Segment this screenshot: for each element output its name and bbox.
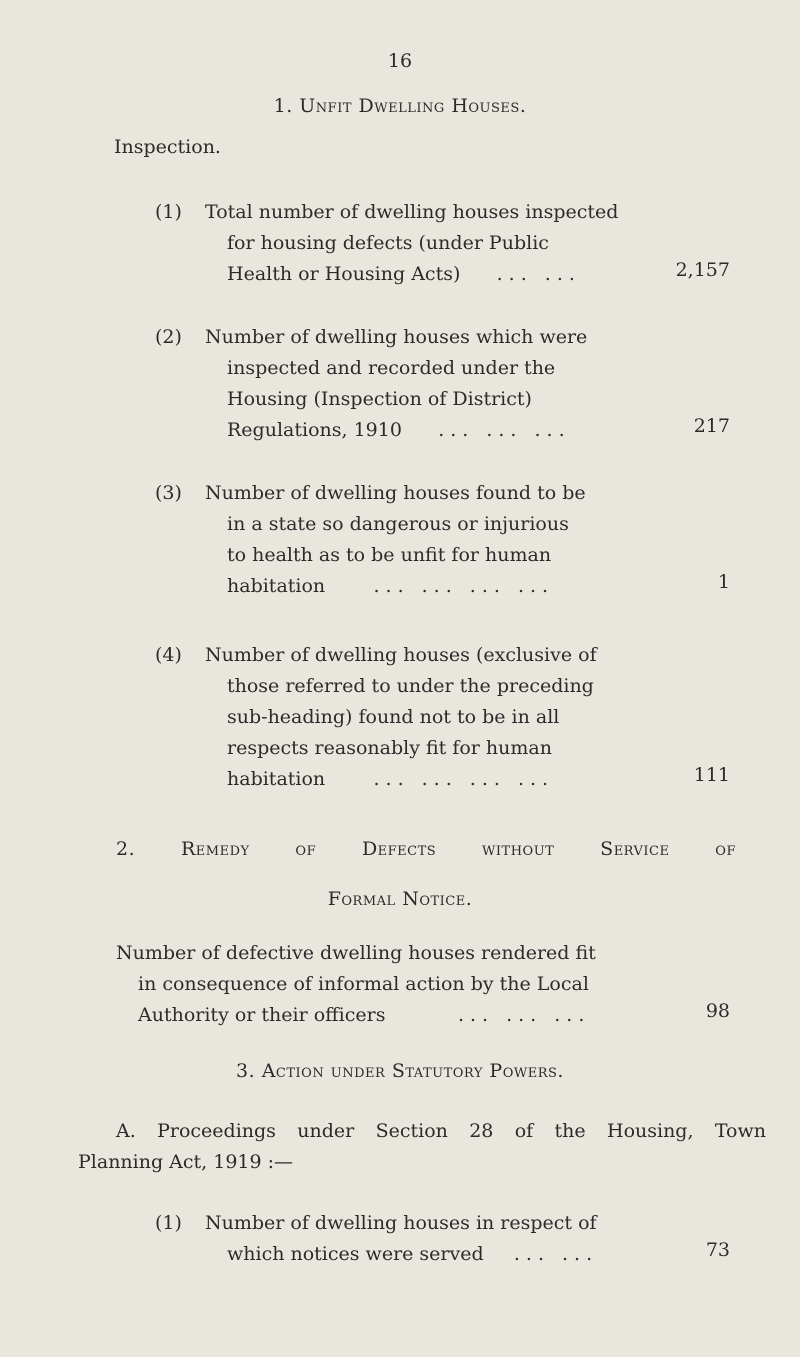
paragraph-line: in consequence of informal action by the Local bbox=[138, 973, 589, 995]
item-number: (4) bbox=[155, 644, 182, 666]
section-2-value: 98 bbox=[705, 1000, 730, 1022]
item-text-line: habitation ... ... ... ... bbox=[227, 768, 555, 790]
item-text-line: inspected and recorded under the bbox=[227, 357, 556, 379]
section-1-heading: 1. Unfit Dwelling Houses. bbox=[273, 95, 527, 117]
paragraph-line: Number of defective dwelling houses rendered fit bbox=[116, 942, 596, 964]
item-text-line: Housing (Inspection of District) bbox=[227, 388, 532, 410]
inspection-label: Inspection. bbox=[114, 136, 221, 158]
section-3-heading: 3. Action under Statutory Powers. bbox=[236, 1060, 564, 1082]
item-text-line: respects reasonably fit for human bbox=[227, 737, 552, 759]
item-3-value: 1 bbox=[717, 571, 730, 593]
item-text-line: Number of dwelling houses which were bbox=[205, 326, 588, 348]
item-text-line: Regulations, 1910 ... ... ... bbox=[227, 419, 571, 441]
item-text-line: which notices were served ... ... bbox=[227, 1243, 599, 1265]
item-text-line: for housing defects (under Public bbox=[227, 232, 549, 254]
item-text-line: habitation ... ... ... ... bbox=[227, 575, 555, 597]
item-text-line: Number of dwelling houses found to be bbox=[205, 482, 586, 504]
section-2-heading-line-2: Formal Notice. bbox=[327, 888, 473, 910]
item-text-line: Health or Housing Acts) ... ... bbox=[227, 263, 581, 285]
notices-value: 73 bbox=[705, 1239, 730, 1261]
item-1-value: 2,157 bbox=[675, 259, 730, 281]
item-text-line: in a state so dangerous or injurious bbox=[227, 513, 569, 535]
item-number: (1) bbox=[155, 1212, 182, 1234]
item-number: (1) bbox=[155, 201, 182, 223]
item-2-value: 217 bbox=[693, 415, 730, 437]
item-text-line: those referred to under the preceding bbox=[227, 675, 594, 697]
item-number: (3) bbox=[155, 482, 182, 504]
item-text-line: to health as to be unfit for human bbox=[227, 544, 552, 566]
section-2-heading-line-1: 2. Remedy of Defects without Service of bbox=[116, 838, 736, 860]
item-text-line: Number of dwelling houses (exclusive of bbox=[205, 644, 597, 666]
paragraph-line: Authority or their officers ... ... ... bbox=[138, 1004, 591, 1026]
item-text-line: Total number of dwelling houses inspected bbox=[205, 201, 619, 223]
item-4-value: 111 bbox=[693, 764, 730, 786]
subsection-a-line-1: A. Proceedings under Section 28 of the Housing, Town bbox=[116, 1120, 766, 1142]
subsection-a-line-2: Planning Act, 1919 :— bbox=[78, 1151, 294, 1173]
page-number: 16 bbox=[387, 50, 413, 72]
item-number: (2) bbox=[155, 326, 182, 348]
section-2-paragraph bbox=[116, 938, 676, 1031]
item-text-line: Number of dwelling houses in respect of bbox=[205, 1212, 597, 1234]
item-text-line: sub-heading) found not to be in all bbox=[227, 706, 560, 728]
